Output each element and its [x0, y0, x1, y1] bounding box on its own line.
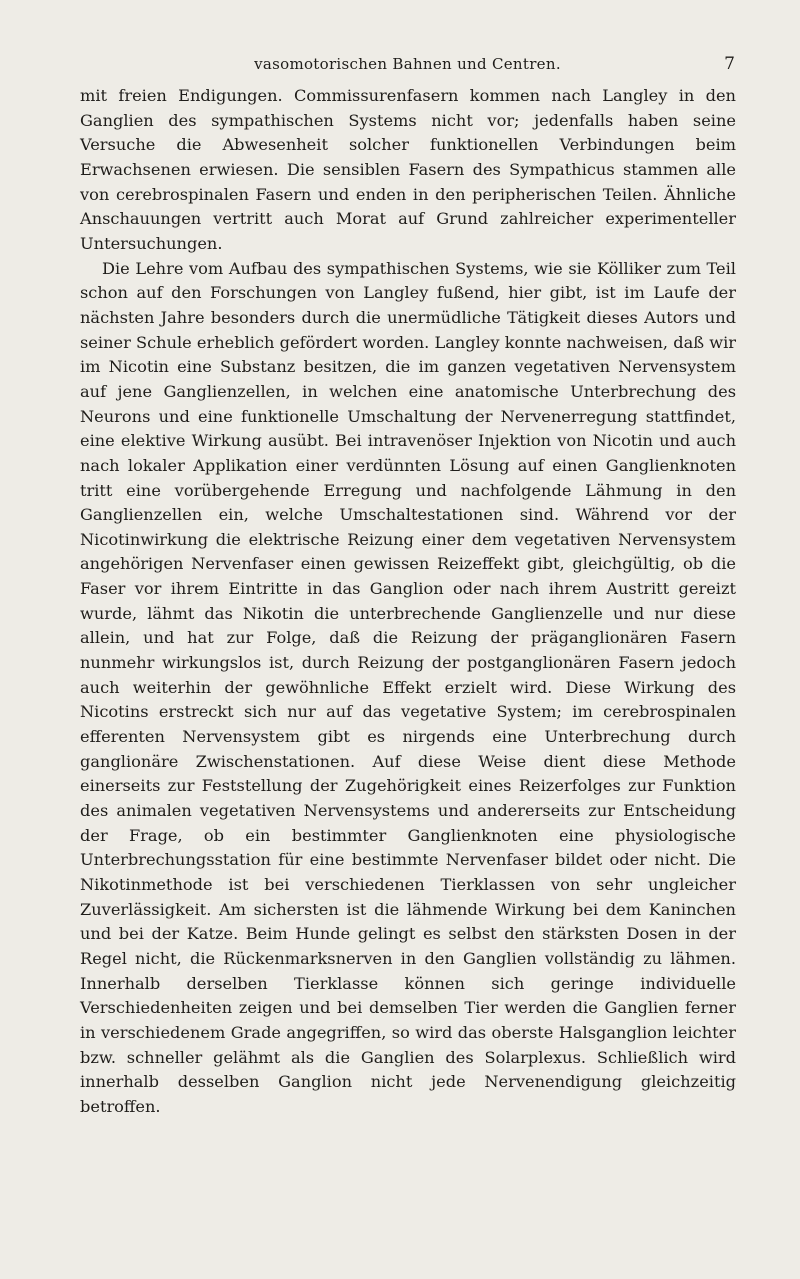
paragraph-1: mit freien Endigungen. Commissurenfasern kommen nach Langley in den Ganglien des sympathischen Systems nicht vor; jedenfalls haben seine Versuche die Abwesenheit solcher funktionellen Verbindungen beim Erwachsenen erwiesen. Die sensiblen Fasern des Sympathicus stammen alle von cerebrospinalen Fasern und enden in den peripherischen Teilen. Ähnliche Anschauungen vertritt auch Morat auf Grund zahlreicher experimenteller Untersuchungen. — [80, 86, 736, 253]
running-head — [80, 52, 735, 76]
running-title: vasomotorischen Bahnen und Centren. — [254, 55, 561, 73]
page-number: 7 — [724, 54, 735, 74]
body-text — [80, 84, 736, 1120]
paragraph-2: Die Lehre vom Aufbau des sympathischen Systems, wie sie Kölliker zum Teil schon auf den Forschungen von Langley fußend, hier gibt, ist im Laufe der nächsten Jahre besonders durch die unermüdliche Tätigkeit dieses Autors und seiner Schule erheblich gefördert worden. Langley konnte nachweisen, daß wir im Nicotin eine Substanz besitzen, die im ganzen vegetativen Nervensystem auf jene Ganglienzellen, in welchen eine anatomische Unterbrechung des Neurons und eine funktionelle Umschaltung der Nervenerregung stattfindet, eine elektive Wirkung ausübt. Bei intravenöser Injektion von Nicotin und auch nach lokaler Applikation einer verdünnten Lösung auf einen Ganglienknoten tritt eine vorübergehende Erregung und nachfolgende Lähmung in den Ganglienzellen ein, welche Umschaltestationen sind. Während vor der Nicotinwirkung die elektrische Reizung einer dem vegetativen Nervensystem angehörigen Nervenfaser einen gewissen Reizeffekt gibt, gleichgültig, ob die Faser vor ihrem Eintritte in das Ganglion oder nach ihrem Austritt gereizt wurde, lähmt das Nikotin die unterbrechende Ganglienzelle und nur diese allein, und hat zur Folge, daß die Reizung der präganglionären Fasern nunmehr wirkungslos ist, durch Reizung der postganglionären Fasern jedoch auch weiterhin der gewöhnliche Effekt erzielt wird. Diese Wirkung des Nicotins erstreckt sich nur auf das vegetative System; im cerebrospinalen efferenten Nervensystem gibt es nirgends eine Unterbrechung durch ganglionäre Zwischenstationen. Auf diese Weise dient diese Methode einerseits zur Feststellung der Zugehörigkeit eines Reizerfolges zur Funktion des animalen vegetativen Nervensystems und andererseits zur Entscheidung der Frage, ob ein bestimmter Ganglienknoten eine physiologische Unterbrechungsstation für eine bestimmte Nervenfaser bildet oder nicht. Die Nikotinmethode ist bei verschiedenen Tierklassen von sehr ungleicher Zuverlässigkeit. Am sichersten ist die lähmende Wirkung bei dem Kaninchen und bei der Katze. Beim Hunde gelingt es selbst den stärksten Dosen in der Regel nicht, die Rückenmarksnerven in den Ganglien vollständig zu lähmen. Innerhalb derselben Tierklasse können sich geringe individuelle Verschiedenheiten zeigen und bei demselben Tier werden die Ganglien ferner in verschiedenem Grade angegriffen, so wird das oberste Halsganglion leichter bzw. schneller gelähmt als die Ganglien des Solarplexus. Schließlich wird innerhalb desselben Ganglion nicht jede Nervenendigung gleichzeitig betroffen. — [80, 258, 736, 1116]
